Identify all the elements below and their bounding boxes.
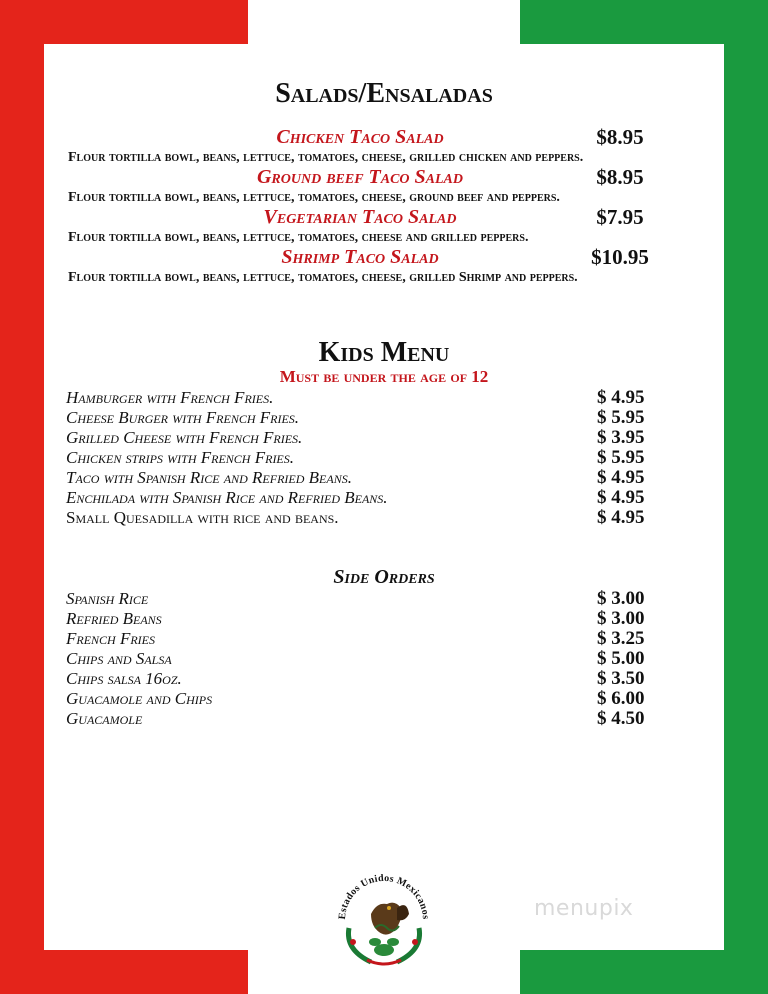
menu-item-price: $ 3.95 xyxy=(597,427,645,448)
salad-price: $8.95 xyxy=(596,125,644,149)
kids-age-note: Must be under the age of 12 xyxy=(279,367,489,386)
menu-item-name: Guacamole xyxy=(66,709,143,728)
salad-description: Flour tortilla bowl, beans, lettuce, tomatoes, cheese, grilled Shrimp and peppers. xyxy=(68,270,578,285)
menu-item-price: $ 3.00 xyxy=(597,588,645,609)
salad-price: $10.95 xyxy=(591,245,649,269)
menu-item-name: Chips salsa 16oz. xyxy=(66,669,182,688)
mexican-coat-of-arms-icon xyxy=(331,858,437,970)
side-orders-title: Side Orders xyxy=(333,566,435,588)
kids-menu-title: Kids Menu xyxy=(318,337,450,368)
salad-price: $7.95 xyxy=(596,205,644,229)
menu-item-price: $ 4.95 xyxy=(597,467,645,488)
menu-item-name: Grilled Cheese with French Fries. xyxy=(66,428,303,447)
salad-name: Ground beef Taco Salad xyxy=(256,166,464,188)
menu-item-price: $ 3.50 xyxy=(597,668,645,689)
menu-item-name: French Fries xyxy=(66,629,156,648)
menu-item-name: Guacamole and Chips xyxy=(66,689,213,708)
menu-item-price: $ 6.00 xyxy=(597,688,645,709)
salad-description: Flour tortilla bowl, beans, lettuce, tomatoes, cheese, ground beef and peppers. xyxy=(68,190,560,205)
menu-item-name: Small Quesadilla with rice and beans. xyxy=(66,508,339,527)
menu-item-name: Cheese Burger with French Fries. xyxy=(66,408,300,427)
salads-title: Salads/Ensaladas xyxy=(275,78,493,109)
watermark: menupix xyxy=(534,896,634,921)
salad-name: Shrimp Taco Salad xyxy=(281,246,439,268)
seal-text: Estados Unidos Mexicanos xyxy=(336,872,432,920)
menu-item-price: $ 4.50 xyxy=(597,708,645,729)
salad-description: Flour tortilla bowl, beans, lettuce, tomatoes, cheese and grilled peppers. xyxy=(68,230,529,245)
menu-item-name: Taco with Spanish Rice and Refried Beans. xyxy=(66,468,352,487)
menu-item-price: $ 5.95 xyxy=(597,407,645,428)
menu-item-price: $ 4.95 xyxy=(597,387,645,408)
salad-description: Flour tortilla bowl, beans, lettuce, tomatoes, cheese, grilled chicken and peppers. xyxy=(68,150,584,165)
menu-item-price: $ 5.95 xyxy=(597,447,645,468)
salad-name: Vegetarian Taco Salad xyxy=(263,206,457,228)
menu-item-price: $ 5.00 xyxy=(597,648,645,669)
menu-item-price: $ 3.25 xyxy=(597,628,645,649)
flag-white-band xyxy=(248,0,520,44)
salad-name: Chicken Taco Salad xyxy=(276,126,444,148)
menu-item-name: Spanish Rice xyxy=(66,589,149,608)
menu-item-price: $ 4.95 xyxy=(597,507,645,528)
menu-item-name: Hamburger with French Fries. xyxy=(66,388,274,407)
menu-item-name: Chicken strips with French Fries. xyxy=(66,448,295,467)
menu-item-name: Refried Beans xyxy=(66,609,162,628)
menu-item-name: Enchilada with Spanish Rice and Refried Beans. xyxy=(66,488,388,507)
salad-price: $8.95 xyxy=(596,165,644,189)
menu-item-price: $ 4.95 xyxy=(597,487,645,508)
menu-item-price: $ 3.00 xyxy=(597,608,645,629)
menu-item-name: Chips and Salsa xyxy=(66,649,172,668)
